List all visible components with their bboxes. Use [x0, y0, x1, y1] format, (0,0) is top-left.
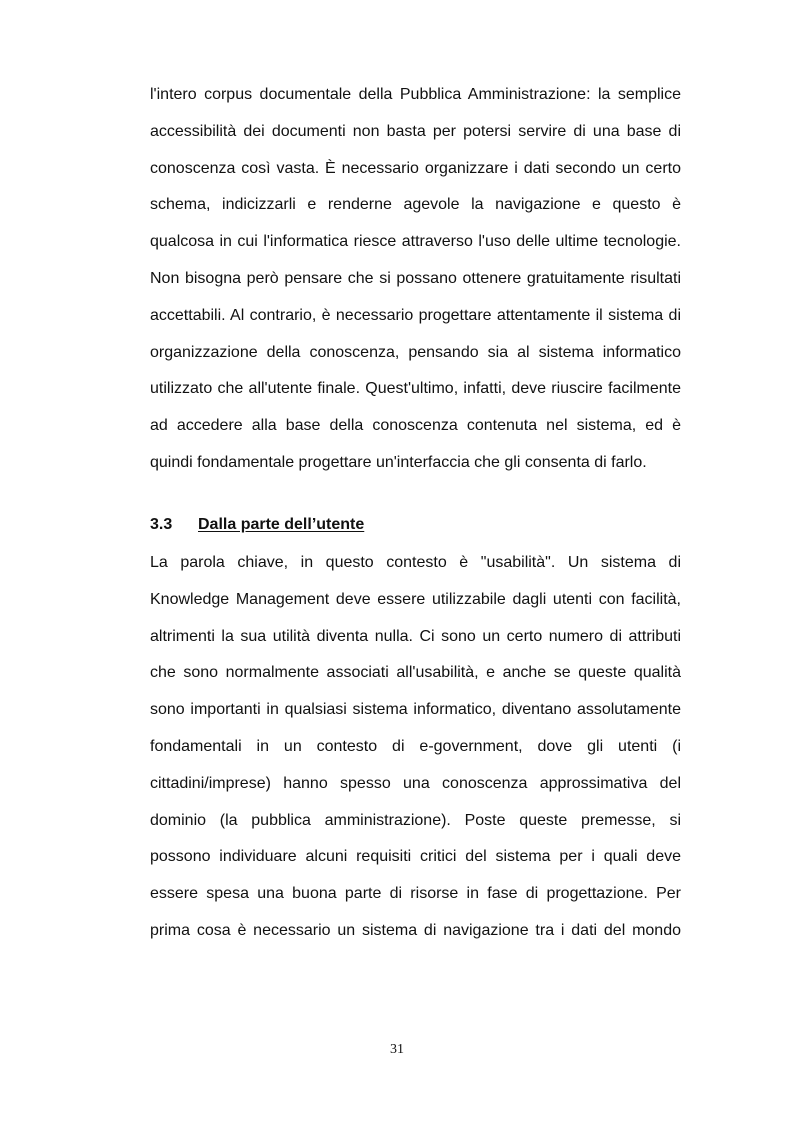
section-title: Dalla parte dell’utente — [198, 516, 365, 533]
text-line: altrimenti la sua utilità diventa nulla. Ci sono un certo numero di attributi — [150, 627, 681, 645]
text-line: accessibilità dei documenti non basta per potersi servire di una base di — [150, 122, 681, 140]
text-line: sono importanti in qualsiasi sistema informatico, diventano assolutamente — [150, 701, 681, 719]
section-heading — [150, 511, 681, 539]
text-line: fondamentali in un contesto di e-government, dove gli utenti (i — [150, 737, 681, 755]
text-line: ad accedere alla base della conoscenza contenuta nel sistema, ed è — [150, 417, 681, 435]
text-line: accettabili. Al contrario, è necessario progettare attentamente il sistema di — [150, 306, 681, 324]
page-number: 31 — [390, 1042, 404, 1057]
text-line: utilizzato che all'utente finale. Quest'ultimo, infatti, deve riuscire facilmente — [150, 380, 681, 398]
text-line: Knowledge Management deve essere utilizzabile dagli utenti con facilità, — [150, 590, 681, 608]
text-line: l'intero corpus documentale della Pubblica Amministrazione: la semplice — [150, 86, 681, 103]
text-line: schema, indicizzarli e renderne agevole la navigazione e questo è — [150, 196, 681, 214]
text-line: essere spesa una buona parte di risorse in fase di progettazione. Per — [150, 885, 681, 903]
paragraph-intro — [150, 81, 681, 486]
text-line: quindi fondamentale progettare un'interfaccia che gli consenta di farlo. — [150, 453, 647, 471]
section-number: 3.3 — [150, 516, 173, 533]
paragraph-usability — [150, 549, 681, 954]
text-line: che sono normalmente associati all'usabilità, e anche se queste qualità — [150, 664, 681, 682]
text-line: cittadini/imprese) hanno spesso una conoscenza approssimativa del — [150, 774, 681, 792]
text-line: dominio (la pubblica amministrazione). Poste queste premesse, si — [150, 811, 681, 829]
text-line: Non bisogna però pensare che si possano ottenere gratuitamente risultati — [150, 269, 681, 287]
text-line: qualcosa in cui l'informatica riesce attraverso l'uso delle ultime tecnologie. — [150, 233, 681, 251]
text-line: possono individuare alcuni requisiti critici del sistema per i quali deve — [150, 848, 681, 866]
text-line: conoscenza così vasta. È necessario organizzare i dati secondo un certo — [150, 159, 681, 177]
text-line: La parola chiave, in questo contesto è "usabilità". Un sistema di — [150, 554, 681, 571]
text-line: prima cosa è necessario un sistema di navigazione tra i dati del mondo — [150, 921, 681, 939]
text-line: organizzazione della conoscenza, pensando sia al sistema informatico — [150, 343, 681, 361]
